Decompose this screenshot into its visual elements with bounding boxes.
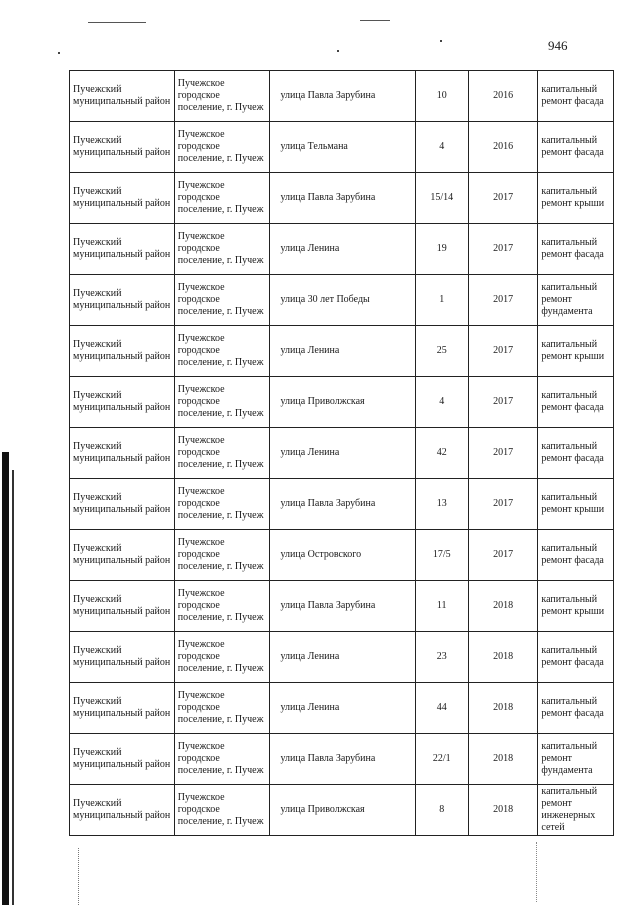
repair-year-cell: 2017 — [468, 428, 538, 479]
street-cell: улица Тельмана — [270, 122, 415, 173]
house-number-cell: 1 — [415, 275, 468, 326]
repair-type-cell: капитальный ремонт фасада — [538, 683, 614, 734]
repair-year-cell: 2017 — [468, 224, 538, 275]
street-cell: улица Ленина — [270, 326, 415, 377]
settlement-cell: Пучежское городское поселение, г. Пучеж — [174, 632, 270, 683]
repair-year-cell: 2018 — [468, 734, 538, 785]
scan-dot — [440, 40, 442, 42]
street-cell: улица 30 лет Победы — [270, 275, 415, 326]
house-number-cell: 19 — [415, 224, 468, 275]
repair-type-cell: капитальный ремонт крыши — [538, 173, 614, 224]
house-number-cell: 22/1 — [415, 734, 468, 785]
settlement-cell: Пучежское городское поселение, г. Пучеж — [174, 326, 270, 377]
repair-year-cell: 2017 — [468, 530, 538, 581]
repair-type-cell: капитальный ремонт фундамента — [538, 275, 614, 326]
page-number: 946 — [548, 38, 568, 53]
scan-edge-line — [12, 470, 14, 905]
municipal-district-cell: Пучежский муниципальный район — [70, 326, 175, 377]
municipal-district-cell: Пучежский муниципальный район — [70, 683, 175, 734]
housing-repair-table — [69, 70, 614, 836]
scan-dot — [58, 52, 60, 54]
settlement-cell: Пучежское городское поселение, г. Пучеж — [174, 173, 270, 224]
housing-repair-table-wrapper — [69, 70, 614, 836]
table-row — [70, 428, 614, 479]
house-number-cell: 4 — [415, 377, 468, 428]
table-row — [70, 326, 614, 377]
repair-type-cell: капитальный ремонт фасада — [538, 224, 614, 275]
street-cell: улица Павла Зарубина — [270, 173, 415, 224]
repair-type-cell: капитальный ремонт фасада — [538, 632, 614, 683]
house-number-cell: 23 — [415, 632, 468, 683]
street-cell: улица Приволжская — [270, 785, 415, 836]
municipal-district-cell: Пучежский муниципальный район — [70, 632, 175, 683]
scan-mark-top-center — [360, 20, 390, 21]
municipal-district-cell: Пучежский муниципальный район — [70, 479, 175, 530]
house-number-cell: 13 — [415, 479, 468, 530]
settlement-cell: Пучежское городское поселение, г. Пучеж — [174, 683, 270, 734]
table-row — [70, 581, 614, 632]
repair-type-cell: капитальный ремонт фасада — [538, 428, 614, 479]
table-row — [70, 377, 614, 428]
table-row — [70, 71, 614, 122]
settlement-cell: Пучежское городское поселение, г. Пучеж — [174, 479, 270, 530]
municipal-district-cell: Пучежский муниципальный район — [70, 173, 175, 224]
repair-type-cell: капитальный ремонт крыши — [538, 479, 614, 530]
repair-type-cell: капитальный ремонт крыши — [538, 581, 614, 632]
settlement-cell: Пучежское городское поселение, г. Пучеж — [174, 734, 270, 785]
table-row — [70, 173, 614, 224]
table-row — [70, 122, 614, 173]
house-number-cell: 17/5 — [415, 530, 468, 581]
repair-year-cell: 2017 — [468, 275, 538, 326]
settlement-cell: Пучежское городское поселение, г. Пучеж — [174, 122, 270, 173]
municipal-district-cell: Пучежский муниципальный район — [70, 275, 175, 326]
settlement-cell: Пучежское городское поселение, г. Пучеж — [174, 428, 270, 479]
scan-edge-shadow — [2, 452, 9, 905]
repair-year-cell: 2016 — [468, 122, 538, 173]
settlement-cell: Пучежское городское поселение, г. Пучеж — [174, 581, 270, 632]
repair-year-cell: 2017 — [468, 326, 538, 377]
house-number-cell: 10 — [415, 71, 468, 122]
street-cell: улица Ленина — [270, 632, 415, 683]
settlement-cell: Пучежское городское поселение, г. Пучеж — [174, 275, 270, 326]
repair-type-cell: капитальный ремонт крыши — [538, 326, 614, 377]
street-cell: улица Павла Зарубина — [270, 734, 415, 785]
repair-year-cell: 2018 — [468, 683, 538, 734]
house-number-cell: 15/14 — [415, 173, 468, 224]
settlement-cell: Пучежское городское поселение, г. Пучеж — [174, 71, 270, 122]
street-cell: улица Ленина — [270, 683, 415, 734]
repair-type-cell: капитальный ремонт инженерных сетей — [538, 785, 614, 836]
repair-year-cell: 2016 — [468, 71, 538, 122]
table-row — [70, 683, 614, 734]
scan-margin-line — [78, 848, 80, 905]
house-number-cell: 25 — [415, 326, 468, 377]
scan-mark-top-left — [88, 22, 146, 23]
house-number-cell: 8 — [415, 785, 468, 836]
repair-year-cell: 2017 — [468, 173, 538, 224]
municipal-district-cell: Пучежский муниципальный район — [70, 377, 175, 428]
repair-year-cell: 2017 — [468, 377, 538, 428]
street-cell: улица Приволжская — [270, 377, 415, 428]
municipal-district-cell: Пучежский муниципальный район — [70, 71, 175, 122]
repair-type-cell: капитальный ремонт фасада — [538, 122, 614, 173]
house-number-cell: 11 — [415, 581, 468, 632]
settlement-cell: Пучежское городское поселение, г. Пучеж — [174, 785, 270, 836]
table-row — [70, 632, 614, 683]
house-number-cell: 44 — [415, 683, 468, 734]
repair-year-cell: 2018 — [468, 581, 538, 632]
table-row — [70, 275, 614, 326]
municipal-district-cell: Пучежский муниципальный район — [70, 785, 175, 836]
table-row — [70, 530, 614, 581]
table-row — [70, 785, 614, 836]
municipal-district-cell: Пучежский муниципальный район — [70, 734, 175, 785]
house-number-cell: 42 — [415, 428, 468, 479]
municipal-district-cell: Пучежский муниципальный район — [70, 530, 175, 581]
scan-margin-line — [536, 842, 538, 902]
repair-year-cell: 2018 — [468, 632, 538, 683]
municipal-district-cell: Пучежский муниципальный район — [70, 581, 175, 632]
table-row — [70, 224, 614, 275]
settlement-cell: Пучежское городское поселение, г. Пучеж — [174, 224, 270, 275]
table-body — [70, 71, 614, 836]
table-row — [70, 479, 614, 530]
scan-dot — [337, 50, 339, 52]
street-cell: улица Ленина — [270, 224, 415, 275]
municipal-district-cell: Пучежский муниципальный район — [70, 122, 175, 173]
repair-type-cell: капитальный ремонт фасада — [538, 377, 614, 428]
street-cell: улица Павла Зарубина — [270, 479, 415, 530]
repair-year-cell: 2017 — [468, 479, 538, 530]
repair-year-cell: 2018 — [468, 785, 538, 836]
street-cell: улица Ленина — [270, 428, 415, 479]
street-cell: улица Павла Зарубина — [270, 71, 415, 122]
house-number-cell: 4 — [415, 122, 468, 173]
street-cell: улица Павла Зарубина — [270, 581, 415, 632]
street-cell: улица Островского — [270, 530, 415, 581]
repair-type-cell: капитальный ремонт фундамента — [538, 734, 614, 785]
settlement-cell: Пучежское городское поселение, г. Пучеж — [174, 530, 270, 581]
repair-type-cell: капитальный ремонт фасада — [538, 530, 614, 581]
municipal-district-cell: Пучежский муниципальный район — [70, 224, 175, 275]
repair-type-cell: капитальный ремонт фасада — [538, 71, 614, 122]
settlement-cell: Пучежское городское поселение, г. Пучеж — [174, 377, 270, 428]
table-row — [70, 734, 614, 785]
municipal-district-cell: Пучежский муниципальный район — [70, 428, 175, 479]
